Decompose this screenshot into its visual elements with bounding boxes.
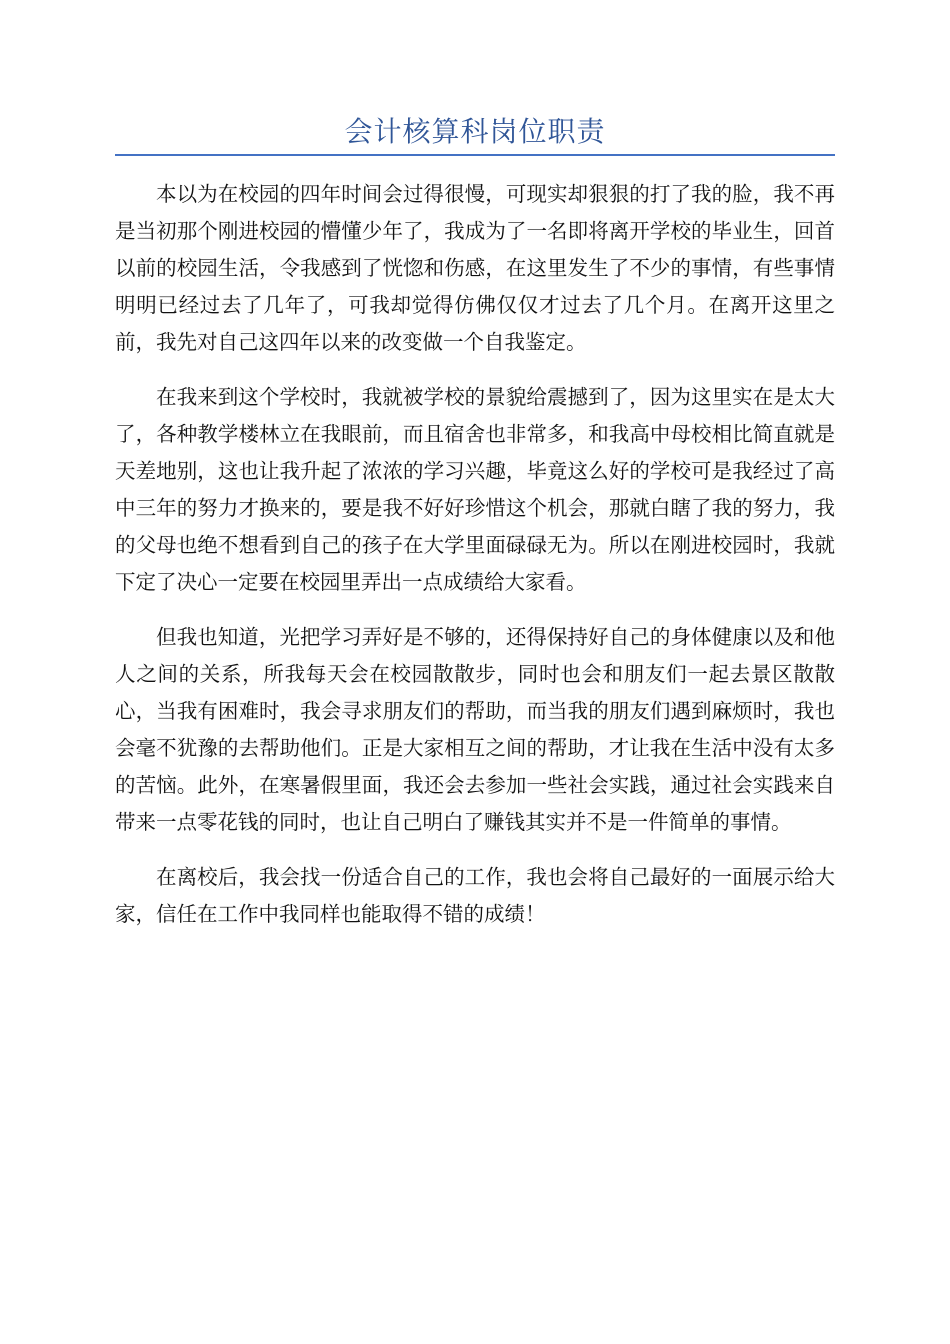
title-block bbox=[115, 110, 835, 156]
paragraph-2: 在我来到这个学校时，我就被学校的景貌给震撼到了，因为这里实在是太大了，各种教学楼林立在我眼前，而且宿舍也非常多，和我高中母校相比简直就是天差地别，这也让我升起了浓浓的学习兴趣，毕竟这么好的学校可是我经过了高中三年的努力才换来的，要是我不好好珍惜这个机会，那就白瞎了我的努力，我的父母也绝不想看到自己的孩子在大学里面碌碌无为。所以在刚进校园时，我就下定了决心一定要在校园里弄出一点成绩给大家看。 bbox=[115, 385, 835, 594]
paragraph-4: 在离校后，我会找一份适合自己的工作，我也会将自己最好的一面展示给大家，信任在工作中我同样也能取得不错的成绩！ bbox=[115, 865, 835, 926]
paragraph-1: 本以为在校园的四年时间会过得很慢，可现实却狠狠的打了我的脸，我不再是当初那个刚进校园的懵懂少年了，我成为了一名即将离开学校的毕业生，回首以前的校园生活，令我感到了恍惚和伤感，在这里发生了不少的事情，有些事情明明已经过去了几年了，可我却觉得仿佛仅仅才过去了几个月。在离开这里之前，我先对自己这四年以来的改变做一个自我鉴定。 bbox=[115, 182, 835, 354]
title-underline bbox=[115, 154, 835, 156]
document-body bbox=[115, 176, 835, 951]
paragraph-3: 但我也知道，光把学习弄好是不够的，还得保持好自己的身体健康以及和他人之间的关系，所我每天会在校园散散步，同时也会和朋友们一起去景区散散心，当我有困难时，我会寻求朋友们的帮助，而当我的朋友们遇到麻烦时，我也会毫不犹豫的去帮助他们。正是大家相互之间的帮助，才让我在生活中没有太多的苦恼。此外，在寒暑假里面，我还会去参加一些社会实践，通过社会实践来自带来一点零花钱的同时，也让自己明白了赚钱其实并不是一件简单的事情。 bbox=[115, 625, 835, 834]
document-title: 会计核算科岗位职责 bbox=[344, 115, 606, 148]
